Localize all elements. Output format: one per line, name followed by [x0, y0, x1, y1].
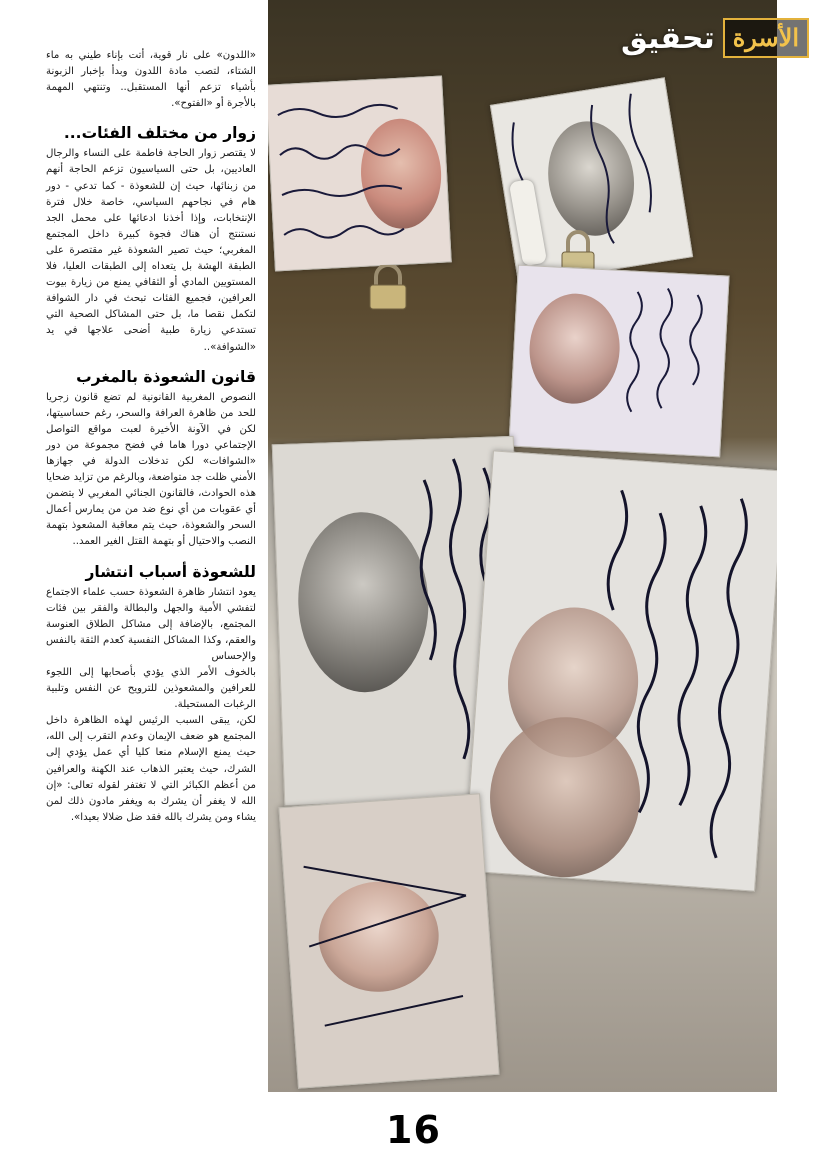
- page-number: 16: [386, 1108, 441, 1152]
- body-paragraph: بالخوف الأمر الذي يؤدي بأصحابها إلى اللجوء للعرافين والمشعوذين للترويح عن النفس وتلبية الرغبات المستحيلة.: [46, 667, 256, 711]
- section-title: تحقيق: [620, 20, 715, 56]
- handwriting-scribble: [509, 266, 728, 457]
- photo-paper: [278, 793, 499, 1088]
- body-paragraph: النصوص المغربية القانونية لم تضع قانون زجريا للحد من ظاهرة العرافة والسحر، رغم حساسيتها، لكن في الآونة الأخيرة لعبت مواقع التواصل الإجتماعي دورا هاما في فضح مجموعة من دور «الشوافات» لكن تدخلات الدولة في جهازها الأمني ظلت جد متواضعة، وبالرغم من تزايد ضحايا هذه الحوادث، فالقانون الجنائي المغربي لا يتضمن أي عقوبات من أي نوع ضد من من يمارس أعمال السحر والشعوذة، حيث يتم معاقبة المشعوذ بتهمة النصب والاحتيال أو بتهمة القتل الغير العمد..: [46, 391, 256, 548]
- body-paragraph: يعود انتشار ظاهرة الشعوذة حسب علماء الاجتماع لتفشي الأمية والجهل والبطالة والفقر بين فئات المجتمع، بالإضافة إلى مشاكل الطلاق العنوسة والعقم، وكذا المشاكل النفسية كعدم الثقة بالنفس والإحساس: [46, 586, 256, 662]
- section-heading: زوار من مختلف الفئات...: [63, 124, 256, 143]
- section-heading: قانون الشعوذة بالمغرب: [76, 367, 256, 386]
- handwriting-scribble: [268, 77, 451, 271]
- padlock-icon: [366, 265, 410, 315]
- intro-paragraph: «اللدون» على نار قوية، أتت بإناء طيني به ماء الشتاء، لتصب مادة اللدون وبدأ بإخبار الزبونة بأشياء تزعم أنها المستقبل.. وتنتهي المهمة بالأجرة أو «الفتوح».: [46, 50, 256, 110]
- section-heading: للشعوذة أسباب انتشار: [85, 562, 256, 581]
- photo-paper: [508, 265, 729, 458]
- body-paragraph: لكن، يبقى السبب الرئيس لهذه الظاهرة داخل المجتمع هو ضعف الإيمان وعدم التقرب إلى الله، حيث يمنع الإسلام منعا كليا أي عمل يؤدي إلى الشرك، حيث يعتبر الذهاب عند الكهنة والعرافين من أعظم الكبائر التي لا تغتفر لقوله تعالى: «إن الله لا يغفر أن يشرك به ويغفر مادون ذلك لمن يشاء ومن يشرك بالله فقد ضل ضلالا بعيدا».: [46, 715, 256, 823]
- body-paragraph: لا يقتصر زوار الحاجة فاطمة على النساء والرجال العاديين، بل حتى السياسيون تزعم الحاجة أنهم من زبنائها، حيث إن للشعوذة - كما تدعي - دور هام في نجاحهم السياسي، خاصة خلال فترة الإنتخابات، وإذا أخذنا ادعائها على محمل الجد نستنتج أن هناك فجوة كبيرة داخل المجتمع المغربي؛ حيث تصير الشعوذة غير مقتصرة على الطبقة الهشة بل يتعداه إلى الطبقات العليا، فلا المستويين المادي أو الثقافي يمنع من زيارة بيوت العرافين، فجميع الفئات تبحث في دار الشوافة لتكمل نقصا ما، بل حتى المشاكل الصحية التي تستدعي زيارة طبية أضحى علاجها في يد «الشوافة»..: [46, 148, 256, 353]
- article-column: [46, 48, 256, 826]
- article-photo: [268, 0, 777, 1092]
- page-header: [621, 18, 809, 58]
- photo-paper: [464, 450, 777, 891]
- photo-paper: [268, 75, 452, 271]
- handwriting-scribble: [465, 451, 777, 890]
- magazine-logo: الأسرة: [723, 18, 809, 58]
- handwriting-scribble: [279, 794, 498, 1087]
